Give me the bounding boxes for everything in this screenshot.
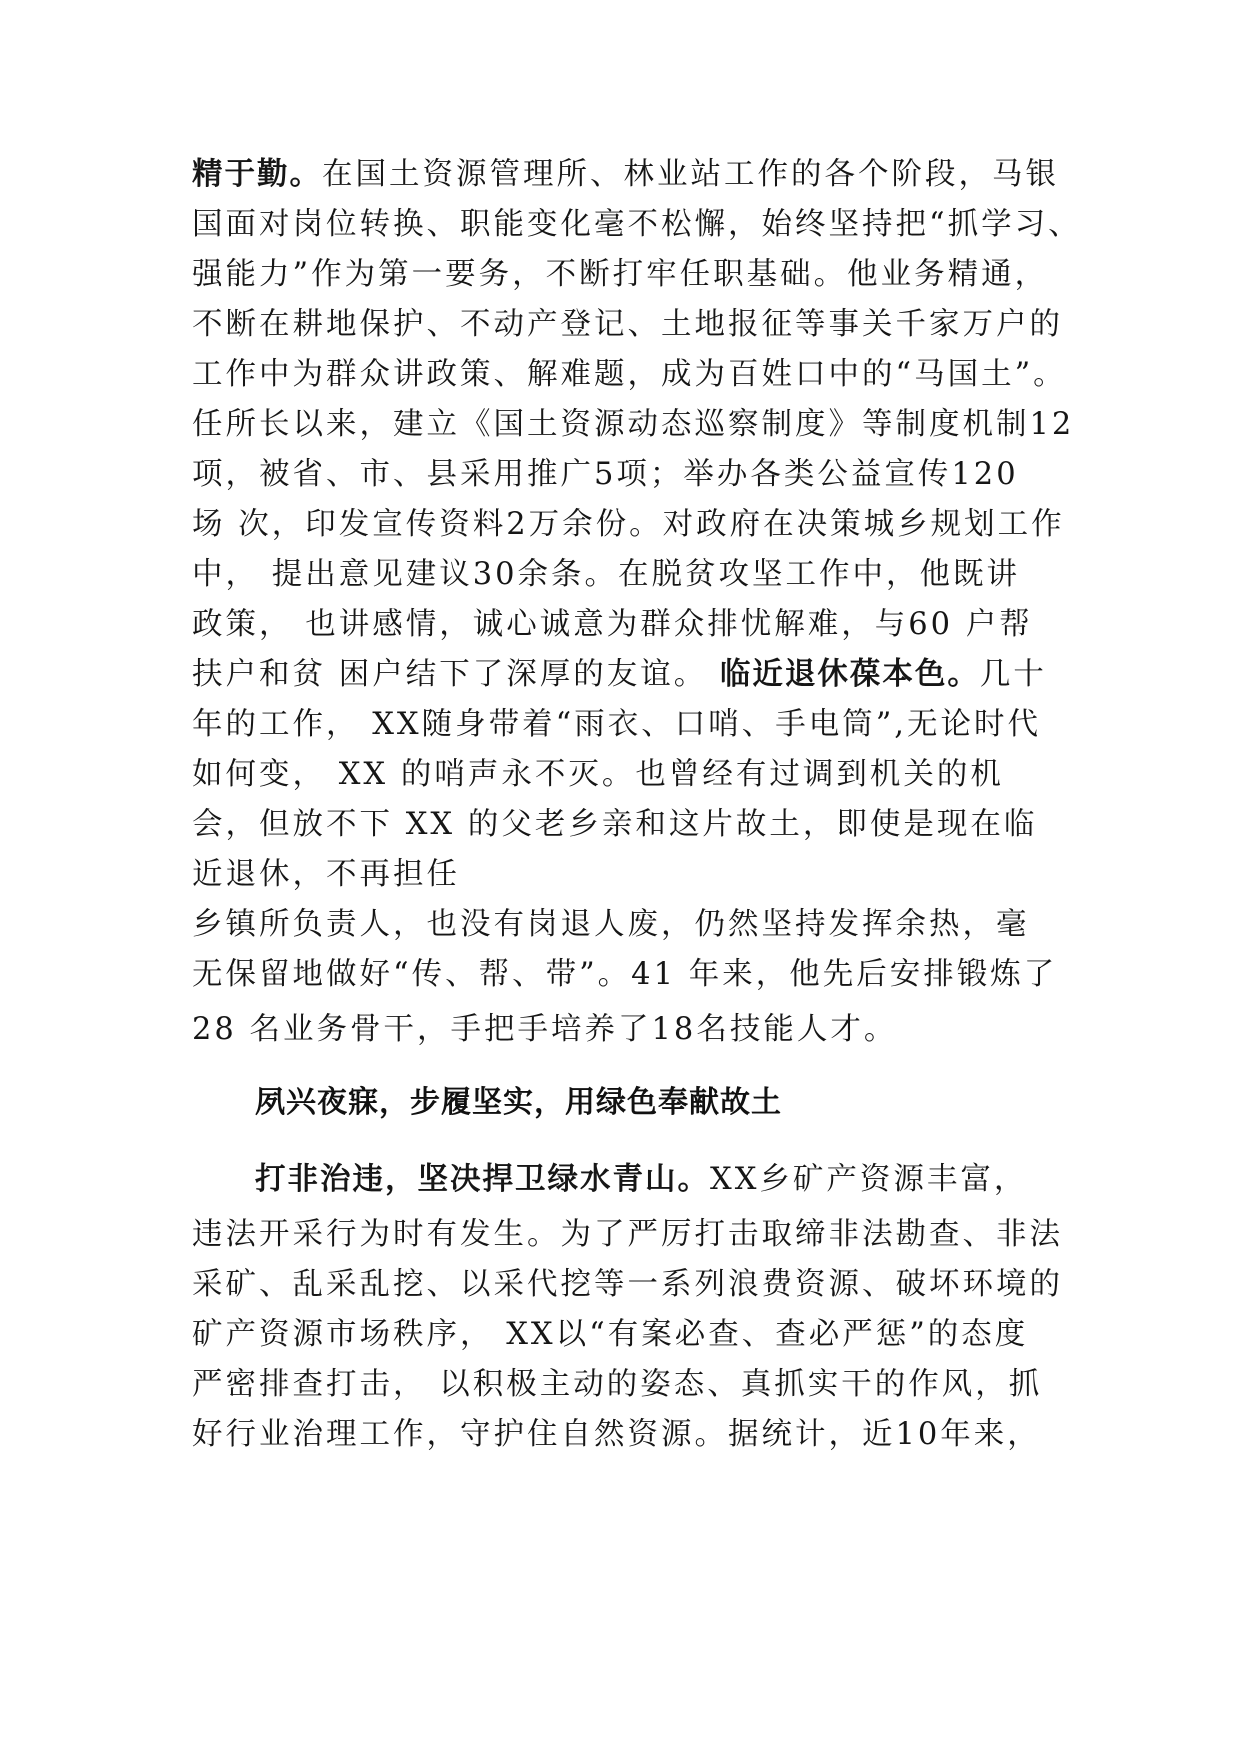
line-text: 不断在耕地保护、不动产登记、土地报征等事关千家万户的	[192, 307, 1063, 342]
paragraph-line-15	[192, 855, 460, 895]
line-text: 近退休，不再担任	[192, 857, 460, 892]
paragraph-line-14	[192, 805, 1037, 845]
line-text: 扶户和贫 困户结下了深厚的友谊。	[192, 657, 720, 692]
paragraph-line-18	[192, 1010, 897, 1050]
line-text: 矿产资源市场秩序， XX以“有案必查、查必严惩”的态度	[192, 1317, 1029, 1352]
line-text: 政策， 也讲感情，诚心诚意为群众排忧解难，与60 户帮	[192, 607, 1033, 642]
section-line-3	[192, 1265, 1063, 1305]
line-text: 任所长以来，建立《国土资源动态巡察制度》等制度机制12	[192, 407, 1075, 442]
line-text: 会，但放不下 XX 的父老乡亲和这片故土，即使是现在临	[192, 807, 1038, 842]
paragraph-line-12	[192, 705, 1041, 745]
section-line-6	[192, 1415, 1041, 1455]
section-line-1	[255, 1160, 1027, 1200]
line-text: 乡镇所负责人，也没有岗退人废，仍然坚持发挥余热，毫	[192, 907, 1030, 942]
bold-lead-phrase: 精于勤。	[192, 157, 322, 192]
line-text: 场 次，印发宣传资料2万余份。对政府在决策城乡规划工作	[192, 507, 1065, 542]
paragraph-line-8	[192, 505, 1065, 545]
line-text: 违法开采行为时有发生。为了严厉打击取缔非法勘查、非法	[192, 1217, 1063, 1252]
line-text: 好行业治理工作，守护住自然资源。据统计，近10年来，	[192, 1417, 1041, 1452]
paragraph-line-16	[192, 905, 1030, 945]
paragraph-line-2	[192, 205, 1082, 245]
paragraph-line-13	[192, 755, 1004, 795]
paragraph-line-10	[192, 605, 1033, 645]
line-text: 在国土资源管理所、林业站工作的各个阶段，马银	[322, 157, 1059, 192]
line-text: 年的工作， XX随身带着“雨衣、口哨、手电筒”,无论时代	[192, 707, 1042, 742]
line-text: 工作中为群众讲政策、解难题，成为百姓口中的“马国土”。	[192, 357, 1067, 392]
paragraph-line-7	[192, 455, 1019, 495]
paragraph-line-3	[192, 255, 1048, 295]
section-line-2	[192, 1215, 1063, 1255]
line-text: 采矿、乱采乱挖、以采代挖等一系列浪费资源、破坏环境的	[192, 1267, 1063, 1302]
line-text: 如何变， XX 的哨声永不灭。也曾经有过调到机关的机	[192, 757, 1004, 792]
paragraph-line-4	[192, 305, 1063, 345]
paragraph-line-1	[192, 155, 1059, 195]
line-text: XX乡矿产资源丰富，	[710, 1162, 1028, 1197]
paragraph-line-11	[192, 655, 1047, 695]
paragraph-line-6	[192, 405, 1074, 445]
line-text: 强能力”作为第一要务，不断打牢任职基础。他业务精通，	[192, 257, 1049, 292]
line-text: 项，被省、市、县采用推广5项；举办各类公益宣传120	[192, 457, 1019, 492]
paragraph-line-9	[192, 555, 1020, 595]
section-heading: 夙兴夜寐，步履坚实，用绿色奉献故土	[255, 1085, 782, 1120]
line-text: 几十	[979, 657, 1047, 692]
bold-lead-phrase: 临近退休葆本色。	[719, 657, 980, 692]
paragraph-line-17	[192, 955, 1057, 995]
bold-lead-phrase: 打非治违，坚决捍卫绿水青山。	[255, 1162, 710, 1197]
line-text: 严密排查打击， 以积极主动的姿态、真抓实干的作风，抓	[192, 1367, 1043, 1402]
line-text: 28 名业务骨干，手把手培养了18名技能人才。	[192, 1012, 898, 1047]
section-line-4	[192, 1315, 1028, 1355]
section-line-5	[192, 1365, 1042, 1405]
paragraph-line-5	[192, 355, 1067, 395]
line-text: 无保留地做好“传、帮、带”。41 年来，他先后安排锻炼了	[192, 957, 1058, 992]
line-text: 中， 提出意见建议30余条。在脱贫攻坚工作中，他既讲	[192, 557, 1021, 592]
line-text: 国面对岗位转换、职能变化毫不松懈，始终坚持把“抓学习、	[192, 207, 1082, 242]
